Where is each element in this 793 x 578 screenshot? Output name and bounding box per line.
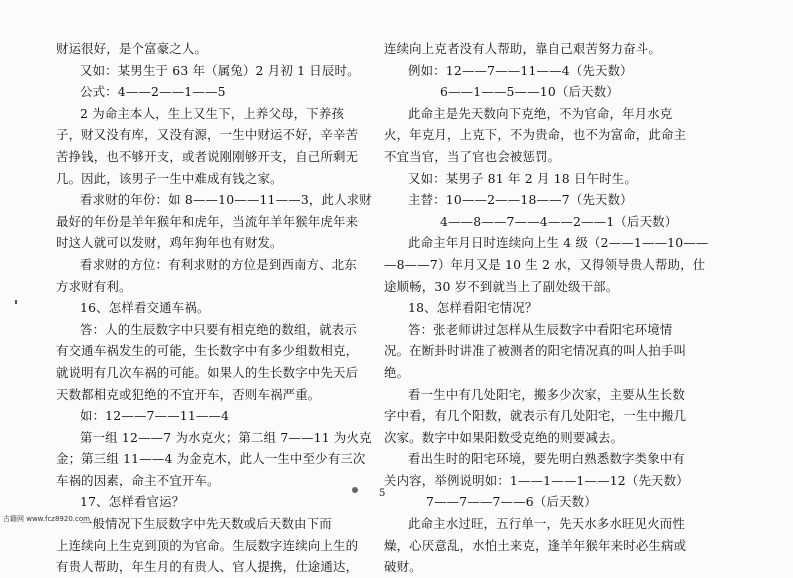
site-watermark: 古籍网 www.fcz8920.com [3,515,90,523]
text-line: 此命主水过旺，五行单一，先天水多水旺见火而性 [408,516,685,532]
text-line: 又如：某男子 81 年 2 月 18 日午时生。 [408,170,637,186]
section-heading: 18、怎样看阳宅情况？ [408,300,538,316]
text-line: 天数都相克或犯绝的不宜开车，否则车祸严重。 [56,386,321,402]
text-line: 又如：某男生于 63 年（属兔）2 月初 1 日辰时。 [80,62,360,78]
text-line: 7——7——7——6（后天数） [426,494,597,510]
text-line: 不宜当官，当了官也会被惩罚。 [384,148,561,164]
text-line: 几。因此，该男子一生中难成有钱之家。 [56,170,283,186]
text-line: 4——8——7——4——2——1（后天数） [440,213,678,229]
text-line: 6——1——5——10（后天数） [440,84,619,100]
section-heading: 16、怎样看交通车祸。 [80,300,210,316]
text-line: 途顺畅，30 岁不到就当上了副处级干部。 [384,278,619,294]
text-line: 答：人的生辰数字中只要有相克绝的数组，就表示 [80,321,357,337]
text-line: 火，年克月，上克下，不为贵命，也不为富命，此命主 [384,127,687,143]
text-line: 主替：10——2——18——7（先天数） [408,192,633,208]
text-line: 时这人就可以发财，鸡年狗年也有财发。 [56,235,283,251]
text-line: 看一生中有几处阳宅，搬多少次家，主要从生长数 [408,386,685,402]
scan-speck [15,300,17,304]
text-line: 例如：12——7——11——4（先天数） [408,62,633,78]
text-line: 金；第三组 11——4 为金克木，此人一生中至少有三次 [56,451,366,467]
text-line: 上连续向上生克到顶的为官命。生辰数字连续向上生的 [56,537,359,553]
text-line: 2 为命主本人，生上又生下，上养父母，下养孩 [80,105,345,121]
text-line: 公式：4——2——1——5 [80,84,226,100]
text-line: 看求财的年份：如 8——10——11——3，此人求财 [80,192,372,208]
text-line: 如：12——7——11——4 [80,408,230,424]
text-line: 况。在断卦时讲准了被测者的阳宅情况真的叫人拍手叫 [384,343,687,359]
page-number: 5 [379,488,386,499]
left-text-column [56,38,374,578]
text-line: 看出生时的阳宅环境，要先明白熟悉数字类象中有 [408,451,685,467]
text-line: 方求财有利。 [56,278,132,294]
text-line: 有交通车祸发生的可能，生长数字中有多少组数相克， [56,343,359,359]
text-line: 此命主是先天数向下克绝，不为官命，年月水克 [408,105,673,121]
text-line: 破财。 [384,559,422,575]
text-line: 字中看，有几个阳数，就表示有几处阳宅，一生中搬几 [384,408,687,424]
text-line: 苦挣钱，也不够开支，或者说刚刚够开支，自己所剩无 [56,148,359,164]
text-line: 有贵人帮助，年生月的有贵人、官人提携，仕途通达， [56,559,359,575]
text-line: 连续向上克者没有人帮助，靠自己艰苦努力奋斗。 [384,41,661,56]
right-text-column [384,38,720,578]
text-line: 最好的年份是羊年猴年和虎年，当流年羊年猴年虎年来 [56,213,359,229]
text-line: 看求财的方位：有利求财的方位是到西南方、北东 [80,256,357,272]
text-line: 就说明有几次车祸的可能。如果人的生长数字中先天后 [56,364,359,380]
text-line: 燥，心厌意乱，水怕土来克，逢羊年猴年来时必生病或 [384,537,687,553]
text-line: 第一组 12——7 为水克火；第二组 7——11 为火克 [80,429,372,445]
text-line: —8——7）年月又是 10 生 2 水，又得领导贵人帮助，仕 [384,256,706,272]
text-line: 次家。数字中如果阳数受克绝的则要减去。 [384,429,624,445]
section-heading: 17、怎样看官运？ [80,494,185,510]
text-line: 关内容，举例说明如：1——1——1——12（先天数） [384,472,689,488]
text-line: 车祸的因素，命主不宜开车。 [56,472,220,488]
text-line: 子，财又没有库，又没有源，一生中财运不好，辛辛苦 [56,127,359,143]
text-line: 答：张老师讲过怎样从生辰数字中看阳宅环境情 [408,321,673,337]
text-line: 此命主年月日时连续向上生 4 级（2——1——10—— [408,235,709,251]
text-line: 财运很好，是个富豪之人。 [56,41,208,56]
scan-speck [352,487,358,493]
text-line: 一般情况下生辰数字中先天数或后天数由下而 [80,516,332,532]
text-line: 绝。 [384,364,410,380]
